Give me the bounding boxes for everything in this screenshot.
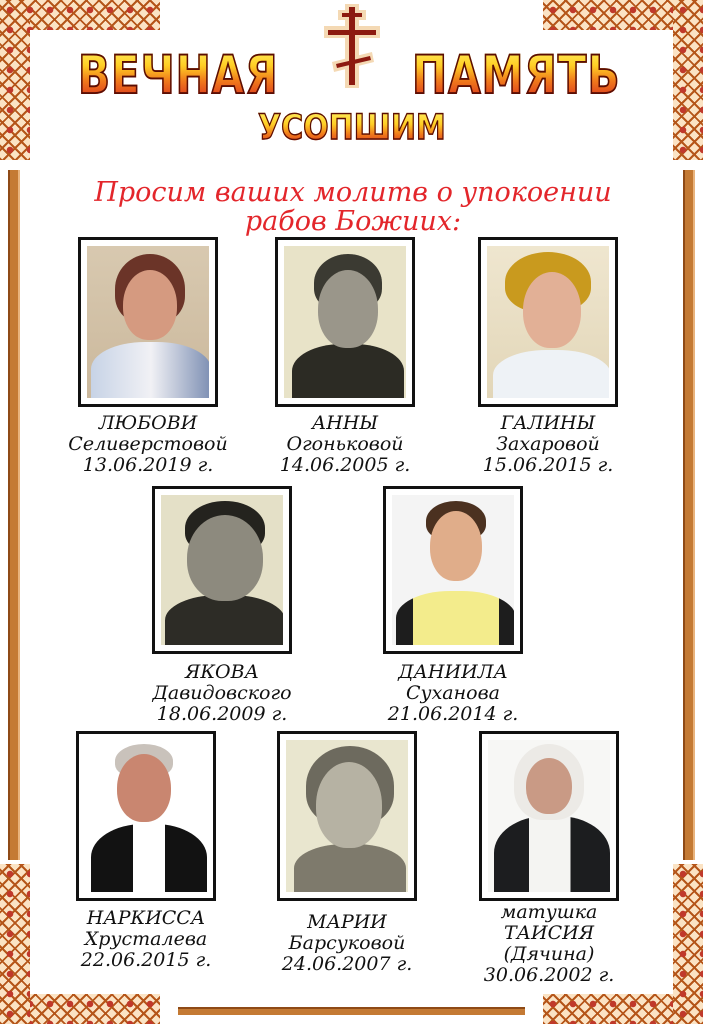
- ornament-right-bottom: [673, 864, 703, 1024]
- person-surname: Давидовского: [152, 682, 292, 704]
- person-surname: Селиверстовой: [68, 433, 228, 455]
- ornament-right-top: [673, 0, 703, 160]
- title-pamyat: ПАМЯТЬ: [412, 44, 621, 106]
- title-vechnaya: ВЕЧНАЯ: [78, 44, 279, 106]
- caption-daniil: [353, 662, 553, 725]
- person-surname: Огоньковой: [286, 433, 404, 455]
- prayer-request: [40, 178, 666, 236]
- person-prefix: матушка: [500, 901, 598, 923]
- photo-daniil: [383, 486, 523, 654]
- caption-yakov: [122, 662, 322, 725]
- person-name: ДАНИИЛА: [398, 661, 508, 683]
- right-rail: [683, 170, 695, 860]
- photo-mariya: [277, 731, 417, 901]
- ornament-left-top: [0, 0, 30, 160]
- orthodox-cross-icon: [322, 4, 382, 88]
- person-date: 13.06.2019 г.: [82, 454, 214, 476]
- person-name: АННЫ: [311, 412, 379, 434]
- person-surname: Захаровой: [496, 433, 600, 455]
- person-surname: Хрусталева: [84, 928, 208, 950]
- person-date: 21.06.2014 г.: [387, 703, 519, 725]
- caption-mariya: [247, 912, 447, 975]
- person-date: 14.06.2005 г.: [279, 454, 411, 476]
- person-date: 15.06.2015 г.: [482, 454, 614, 476]
- prayer-request-line2: рабов Божиих:: [244, 206, 462, 237]
- person-date: 22.06.2015 г.: [80, 949, 212, 971]
- photo-narkiss: [76, 731, 216, 901]
- person-date: 30.06.2002 г.: [483, 964, 615, 986]
- person-surname: Барсуковой: [288, 932, 406, 954]
- caption-taisiya: [449, 902, 649, 986]
- photo-taisiya: [479, 731, 619, 901]
- person-date: 18.06.2009 г.: [156, 703, 288, 725]
- photo-anna: [275, 237, 415, 407]
- person-name: НАРКИССА: [86, 907, 206, 929]
- person-name: ТАИСИЯ: [503, 922, 595, 944]
- person-surname: Суханова: [406, 682, 500, 704]
- photo-galina: [478, 237, 618, 407]
- person-name: МАРИИ: [307, 911, 387, 933]
- caption-galina: [448, 413, 648, 476]
- person-name: ЛЮБОВИ: [98, 412, 198, 434]
- left-rail: [8, 170, 20, 860]
- prayer-request-line1: Просим ваших молитв о упокоении: [94, 177, 612, 208]
- caption-anna: [245, 413, 445, 476]
- photo-lyubov: [78, 237, 218, 407]
- person-surname: (Дячина): [503, 943, 595, 965]
- person-date: 24.06.2007 г.: [281, 953, 413, 975]
- bottom-bar: [178, 1007, 525, 1015]
- ornament-left-bottom: [0, 864, 30, 1024]
- caption-narkiss: [46, 908, 246, 971]
- person-name: ЯКОВА: [185, 661, 259, 683]
- subtitle-usopshim: УСОПШИМ: [258, 108, 446, 149]
- caption-lyubov: [48, 413, 248, 476]
- photo-yakov: [152, 486, 292, 654]
- person-name: ГАЛИНЫ: [500, 412, 596, 434]
